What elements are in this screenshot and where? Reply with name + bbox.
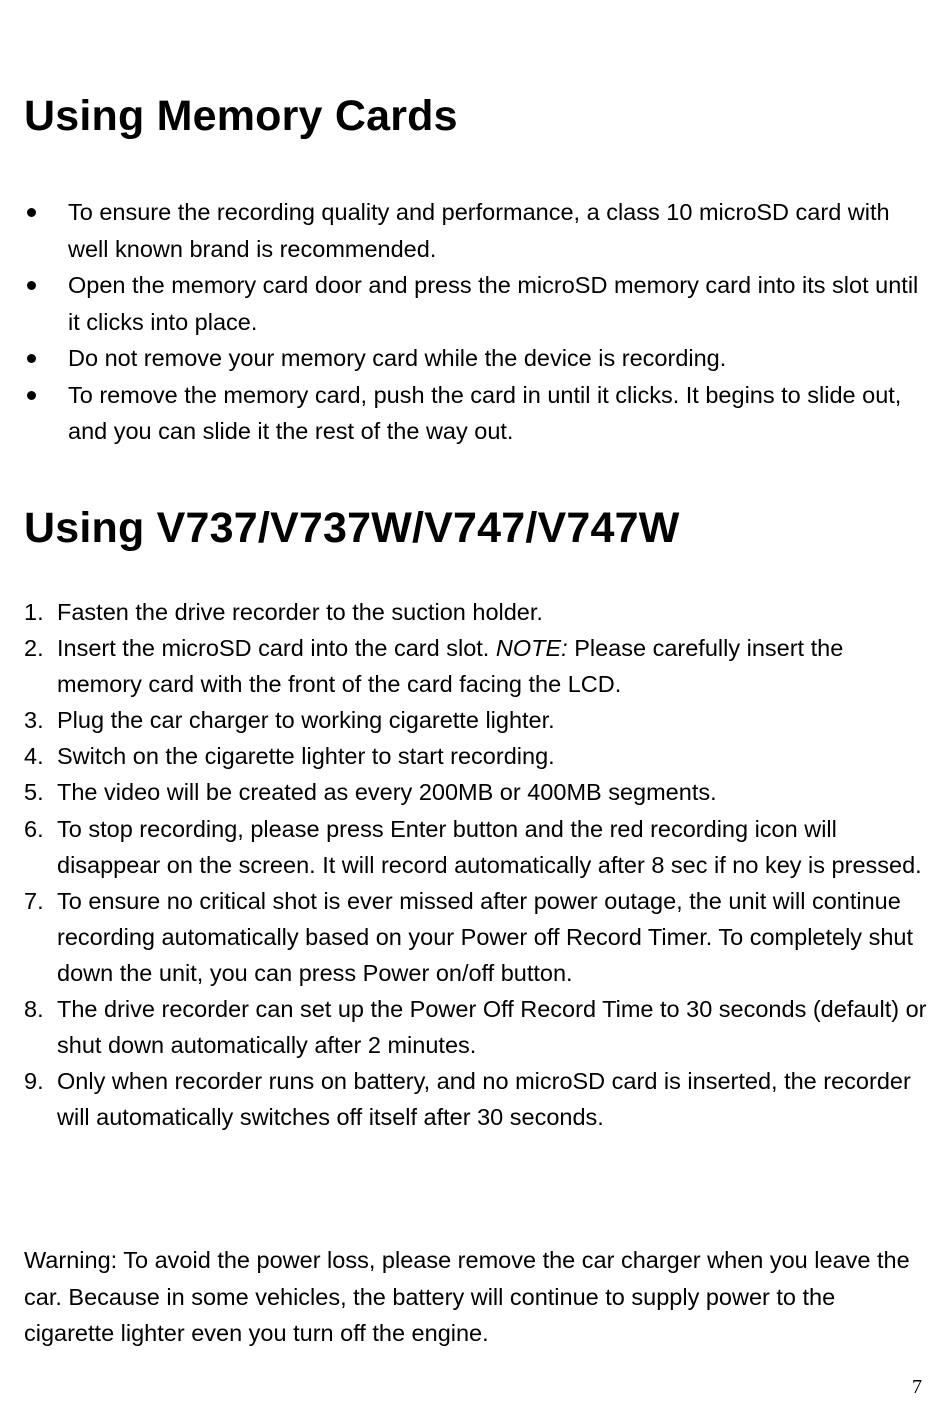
step-number: 4. bbox=[24, 743, 44, 770]
step-number: 1. bbox=[24, 599, 44, 625]
bullet-dot-icon bbox=[27, 281, 36, 290]
note-label: NOTE: bbox=[495, 635, 568, 662]
step-item bbox=[24, 774, 929, 810]
step-item bbox=[24, 630, 929, 702]
step-text: Fasten the drive recorder to the suction holder. bbox=[57, 599, 543, 625]
step-text: Only when recorder runs on battery, and no microSD card is inserted, the recorder will automatically switches off itself after 30 seconds. bbox=[57, 1068, 911, 1131]
step-number: 2. bbox=[24, 635, 44, 662]
page-number: 7 bbox=[912, 1376, 922, 1398]
step-number: 3. bbox=[24, 707, 44, 734]
step-text: Switch on the cigarette lighter to start recording. bbox=[57, 743, 555, 770]
step-item bbox=[24, 594, 929, 630]
section-heading-memory-cards: Using Memory Cards bbox=[24, 92, 458, 140]
step-item bbox=[24, 702, 929, 738]
bullet-dot-icon bbox=[27, 391, 36, 400]
step-text: To ensure no critical shot is ever missed after power outage, the unit will continue recording automatically based on your Power off Record Timer. To completely shut down the unit, you can press Power on/off button. bbox=[57, 887, 914, 986]
step-text: Please carefully insert the memory card with the front of the card facing the LCD. bbox=[57, 635, 844, 698]
step-number: 7. bbox=[24, 887, 44, 914]
bullet-item bbox=[24, 377, 924, 450]
bullet-dot-icon bbox=[27, 354, 36, 363]
memory-card-bullet-list bbox=[24, 194, 924, 450]
step-text: The video will be created as every 200MB or 400MB segments. bbox=[57, 779, 717, 806]
bullet-item bbox=[24, 267, 924, 340]
step-text: To stop recording, please press Enter button and the red recording icon will disappear on the screen. It will record automatically after 8 sec if no key is pressed. bbox=[57, 815, 922, 878]
step-number: 9. bbox=[24, 1068, 44, 1095]
bullet-dot-icon bbox=[27, 208, 36, 217]
bullet-item bbox=[24, 194, 924, 267]
bullet-text: To ensure the recording quality and performance, a class 10 microSD card with well known brand is recommended. bbox=[68, 199, 890, 262]
step-number: 6. bbox=[24, 815, 44, 842]
warning-paragraph: Warning: To avoid the power loss, please remove the car charger when you leave the car. Because in some vehicles, the battery will continue to supply power to the cigarette lighter even you turn off the engine. bbox=[24, 1247, 910, 1346]
step-item bbox=[24, 738, 929, 774]
step-item bbox=[24, 991, 929, 1063]
bullet-text: To remove the memory card, push the card in until it clicks. It begins to slide out, and you can slide it the rest of the way out. bbox=[68, 381, 902, 444]
step-item bbox=[24, 1063, 929, 1135]
bullet-text: Do not remove your memory card while the device is recording. bbox=[68, 345, 727, 371]
bullet-text: Open the memory card door and press the microSD memory card into its slot until it clicks into place. bbox=[68, 272, 919, 335]
setup-steps-list bbox=[24, 594, 929, 1135]
step-item bbox=[24, 883, 929, 991]
step-item bbox=[24, 811, 929, 883]
section-heading-using-models: Using V737/V737W/V747/V747W bbox=[24, 504, 680, 552]
step-number: 5. bbox=[24, 779, 44, 806]
step-text: The drive recorder can set up the Power Off Record Time to 30 seconds (default) or shut down automatically after 2 minutes. bbox=[57, 996, 927, 1059]
step-text: Insert the microSD card into the card slot. bbox=[57, 635, 496, 662]
bullet-item bbox=[24, 340, 924, 377]
step-number: 8. bbox=[24, 996, 44, 1023]
step-text: Plug the car charger to working cigarette lighter. bbox=[57, 707, 555, 734]
